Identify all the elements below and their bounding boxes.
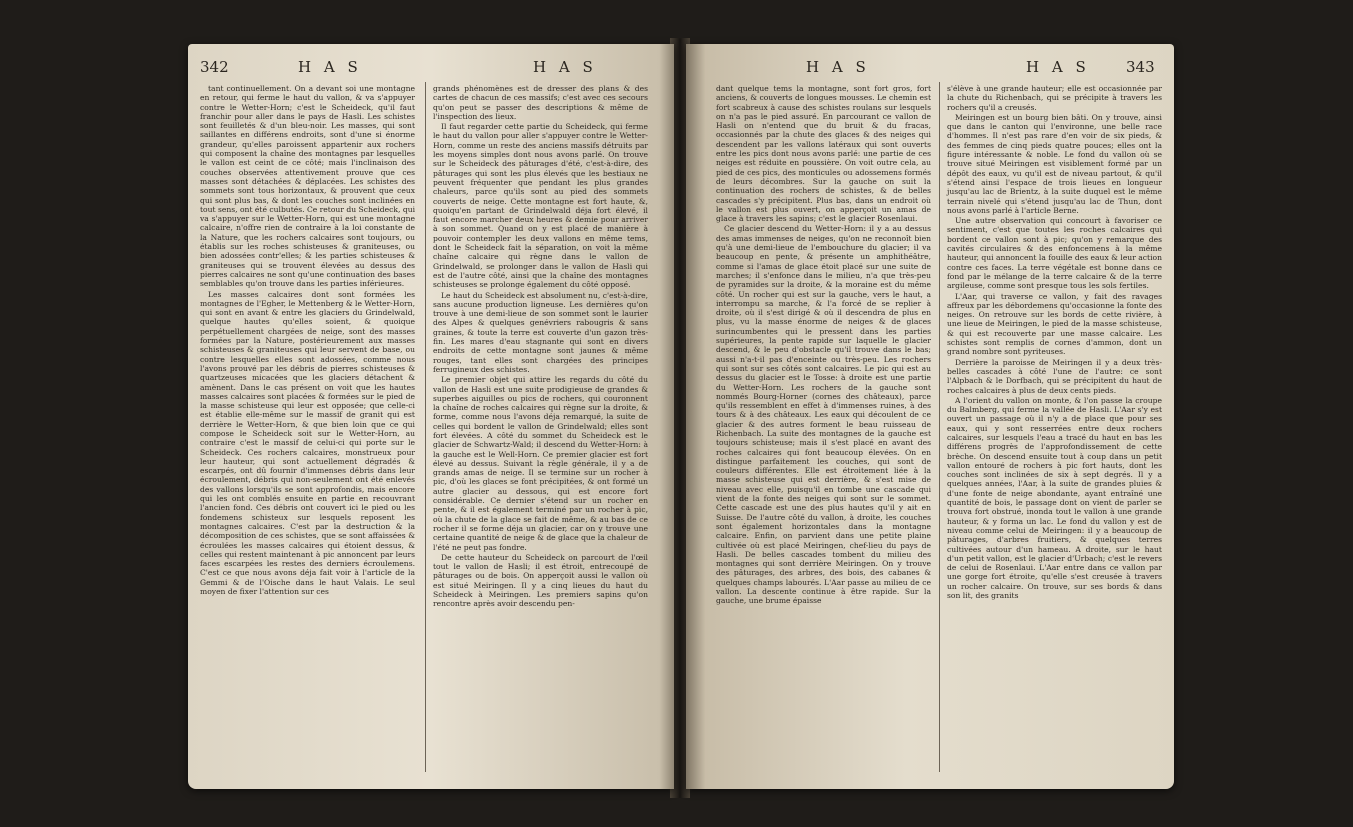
paragraph: grands phénomènes est de dresser des plans & des cartes de chacun de ces massifs; c'est avec ces secours qu'on peut se passer des descriptions & même de l'inspection des lieux. bbox=[433, 84, 648, 121]
right-running-head bbox=[686, 58, 1174, 80]
paragraph: Le premier objet qui attire les regards du côté du vallon de Hasli est une suite prodigieuse de grandes & superbes aiguilles ou pics de rochers, qui couronnent la chaîne de roches calcaires qui règne sur la droite, & forme, comme nous l'avons déja remarqué, la suite de celles qui bordent le vallon de Grindelwald; elles sont fort élevées. A côté du sommet du Scheideck est le glacier de Schwartz-Wald; il descend du Wetter-Horn: à la gauche est le Well-Horn. Ce premier glacier est fort élevé au dessus. Suivant la règle générale, il y a de grands amas de neige. Il se termine sur un rocher à pic, d'où les glaces se font précipitées, & ont formé un autre glacier au dessous, qui est encore fort considérable. Ce dernier s'étend sur un rocher en pente, & il est également terminé par un rocher à pic, où la chute de la glace se fait de même, & au bas de ce rocher il se forme déja un glacier, car on y trouve une certaine quantité de neige & de glace que la chaleur de l'été ne peut pas fondre. bbox=[433, 375, 648, 552]
paragraph: Ce glacier descend du Wetter-Horn: il y a au dessus des amas immenses de neiges, qu'on ne reconnoît bien qu'à une demi-lieue de l'embouchure du glacier; il va beaucoup en pente, & présente un amphithéâtre, comme si l'amas de glace étoit placé sur une suite de marches; il s'enfonce dans le milieu, n'a que très-peu de pyramides sur la droite, & la moraine est du même côté. Un rocher qui est sur la gauche, vers le haut, a interrompu sa marche, & l'a forcé de se replier à droite, où il s'est dirigé & où il descendra de plus en plus, vu la masse énorme de neiges & de glaces surincumbentes qui le pressent dans les parties supérieures, la pente rapide sur laquelle le glacier descend, & le peu d'obstacle qu'il trouve dans le bas; aussi n'a-t-il pas d'enceinte ou très-peu. Les rochers qui sont sur ses côtés sont calcaires. Le pic qui est au dessus du glacier est le Tosse: à droite est une partie du Wetter-Horn. Les rochers de la gauche sont nommés Bourg-Horner (cornes des châteaux), parce qu'ils ressemblent en effet à d'immenses ruines, à des tours & à des châteaux. Les eaux qui découlent de ce glacier & des autres forment le beau ruisseau de Richenbach. La suite des montagnes de la gauche est toujours schisteuse; mais il s'est placé en avant des roches calcaires qui font beaucoup élevées. On en distingue parfaitement les couches, qui sont de couleurs différentes. Elle est étroitement liée à la masse schisteuse qui est derrière, & s'est mise de niveau avec elle, puisqu'il en tombe une cascade qui vient de la fonte des neiges qui sont sur le sommet. Cette cascade est une des plus hautes qu'il y ait en Suisse. De l'autre côté du vallon, à droite, les couches sont également horizontales dans la montagne calcaire. Enfin, on parvient dans une petite plaine cultivée où est placé Meiringen, chef-lieu du pays de Hasli. De belles cascades tombent du milieu des montagnes qui sont derrière Meiringen. On y trouve des pâturages, des arbres, des bois, des cabanes & quelques champs labourés. L'Aar passe au milieu de ce vallon. La descente continue à être rapide. Sur la gauche, une brume épaisse bbox=[716, 224, 931, 606]
paragraph: Il faut regarder cette partie du Scheideck, qui ferme le haut du vallon pour aller s'appuyer contre le Wetter-Horn, comme un reste des anciens massifs détruits par les moyens simples dont nous avons parlé. On trouve sur le Scheideck des pâturages d'été, c'est-à-dire, des pâturages qui sont les plus élevés que les bestiaux ne peuvent fréquenter que pendant les plus grandes chaleurs, parce qu'ils sont au pied des sommets couverts de neige. Cette montagne est fort haute, &, quoiqu'en partant de Grindelwald déja fort élevé, il faut encore marcher deux heures & demie pour arriver à son sommet. Quand on y est placé de manière à pouvoir contempler les deux vallons en même tems, dont le Scheideck fait la séparation, on voit la même chaîne calcaire qui règne dans le vallon de Grindelwald, se prolonger dans le vallon de Hasli qui est de l'autre côté, ainsi que la chaîne des montagnes schisteuses se prolonge également du côté opposé. bbox=[433, 122, 648, 290]
paragraph: De cette hauteur du Scheideck on parcourt de l'œil tout le vallon de Hasli; il est étroit, entrecoupé de pâturages ou de bois. On apperçoit aussi le vallon où est situé Meiringen. Il y a cinq lieues du haut du Scheideck à Meiringen. Les premiers sapins qu'on rencontre après avoir descendu pen- bbox=[433, 552, 648, 609]
paragraph: L'Aar, qui traverse ce vallon, y fait des ravages affreux par les débordemens qu'occasionne la fonte des neiges. On retrouve sur les bords de cette rivière, à une lieue de Meiringen, le pied de la masse schisteuse, & qui est recouverte par une masse calcaire. Les schistes sont remplis de cornes d'ammon, dont un grand nombre sont pyriteuses. bbox=[947, 291, 1162, 357]
paragraph: Meiringen est un bourg bien bâti. On y trouve, ainsi que dans le canton qui l'environne, une belle race d'hommes. Il n'est pas rare d'en voir de six pieds, & des femmes de cinq pieds quatre pouces; elles ont la figure intéressante & noble. Le fond du vallon où se trouve situé Meiringen est visiblement formé par un dépôt des eaux, vu qu'il est de niveau partout, & qu'il s'étend ainsi l'espace de trois lieues en longueur jusqu'au lac de Brientz, à la suite duquel est le même terrain nivelé qui s'étend jusqu'au lac de Thun, dont nous avons parlé à l'article Berne. bbox=[947, 112, 1162, 215]
column-rule bbox=[425, 82, 426, 772]
left-column-1 bbox=[200, 84, 415, 597]
left-column-2 bbox=[433, 84, 648, 610]
right-head-right: H A S bbox=[1026, 58, 1090, 76]
paragraph: tant continuellement. On a devant soi une montagne en retour, qui ferme le haut du vallon, & va s'appuyer contre le Wetter-Horn; c'est le Scheideck, qu'il faut franchir pour aller dans le pays de Hasli. Les schistes sont feuilletés & d'un bleu-noir. Les masses, qui sont saillantes en différens endroits, sont d'une si énorme grandeur, qu'elles paroissent appartenir aux rochers qui composent la chaîne des montagnes par lesquelles le vallon est ceint de ce côté; mais l'inclinaison des couches observées attentivement prouve que ces masses sont détachées & déplacées. Les schistes des sommets sont tous horizontaux, & prouvent que ceux qui sont plus bas, & dont les couches sont inclinées en tout sens, ont été culbutés. Ce retour du Scheideck, qui va s'appuyer sur le Wetter-Horn, qui est une montagne calcaire, n'offre rien de contraire à la loi constante de la Nature, que les rochers calcaires sont toujours, ou établis sur les roches schisteuses & graniteuses, ou bien adossées contr'elles; & les parties schisteuses & graniteuses qui se trouvent élevées au dessus des pierres calcaires ne sont qu'une continuation des bases semblables qu'on trouve dans les parties inférieures. bbox=[200, 84, 416, 289]
right-column-2 bbox=[947, 84, 1162, 601]
paragraph: Une autre observation qui concourt à favoriser ce sentiment, c'est que toutes les roches calcaires qui bordent ce vallon sont à pic; qu'on y remarque des cavités circulaires & des enfoncemens à la même hauteur, qui annoncent la fouille des eaux & leur action contre ces faces. La terre végétale est bonne dans ce fond par le mélange de la terre calcaire & de la terre argileuse, comme sont presque tous les sols fertiles. bbox=[947, 216, 1162, 291]
paragraph: A l'orient du vallon on monte, & l'on passe la croupe du Balmberg, qui ferme la vallée de Hasli. L'Aar s'y est ouvert un passage où il n'y a de place que pour ses eaux, qui y sont resserrées entre deux rochers calcaires, sur lesquels l'eau a tracé du haut en bas les différens progrès de l'approfondissement de cette brèche. On descend ensuite tout à coup dans un petit vallon entouré de rochers à pic fort hauts, dont les couches sont inclinées de six à sept degrés. Il y a quelques années, l'Aar, à la suite de grandes pluies & d'une fonte de neige abondante, ayant entraîné une quantité de bois, le passage dont on vient de parler se trouva fort obstrué, inonda tout le vallon à une grande hauteur, & y forma un lac. Le fond du vallon y est de niveau comme celui de Meiringen: il y a beaucoup de pâturages, d'arbres fruitiers, & quelques terres cultivées autour d'un hameau. A droite, sur le haut d'un petit vallon, est le glacier d'Urbach; c'est le revers de celui de Rosenlaui. L'Aar entre dans ce vallon par une gorge fort étroite, qu'elle s'est creusée à travers un rocher calcaire. On trouve, sur ses bords & dans son lit, des granits bbox=[947, 395, 1162, 601]
left-page bbox=[188, 44, 674, 789]
right-column-1 bbox=[716, 84, 931, 607]
column-rule bbox=[939, 82, 940, 772]
right-page bbox=[686, 44, 1174, 789]
paragraph: Le haut du Scheideck est absolument nu, c'est-à-dire, sans aucune production ligneuse. Les dernières qu'on trouve à une demi-lieue de son sommet sont le laurier des Alpes & quelques genévriers rabougris & sans graines, & toute la terre est couverte d'un gazon très-fin. Les mares d'eau stagnante qui sont en divers endroits de cette montagne sont jaunes & même rouges, tant elles sont chargées des principes ferrugineux des schistes. bbox=[433, 290, 648, 374]
left-running-head bbox=[188, 58, 674, 80]
paragraph: s'élève à une grande hauteur; elle est occasionnée par la chute du Richenbach, qui se précipite à travers les rochers qu'il a creusés. bbox=[947, 84, 1162, 112]
right-page-number: 343 bbox=[1126, 58, 1155, 76]
book-spread bbox=[150, 8, 1210, 820]
paragraph: dant quelque tems la montagne, sont fort gros, fort anciens, & couverts de longues mousses. Le chemin est fort scabreux à cause des schistes roulans sur lesquels on n'a pas le pied assuré. En parcourant ce vallon de Hasli on n'entend que du bruit & du fracas, occasionnés par la chute des glaces & des neiges qui descendent par les vallons latéraux qui sont ouverts entre les pics dont nous avons parlé: une partie de ces neiges est réduite en poussière. On voit outre cela, au pied de ces pics, des monticules ou adossemens formés de leurs décombres. Sur la gauche on suit la continuation des rochers de schistes, & de belles cascades s'y précipitent. Plus bas, dans un endroit où le vallon est plus ouvert, on apperçoit un amas de glace à travers les sapins; c'est le glacier Rosenlaui. bbox=[716, 84, 931, 224]
paragraph: Derrière la paroisse de Meiringen il y a deux très-belles cascades à côté l'une de l'autre: ce sont l'Alpbach & le Dorfbach, qui se précipitent du haut de roches calcaires à plus de deux cents pieds. bbox=[947, 357, 1162, 395]
paragraph: Les masses calcaires dont sont formées les montagnes de l'Egher, le Mettenberg & le Wetter-Horn, qui sont en avant & entre les glaciers du Grindelwald, quelque hautes qu'elles soient, & quoique perpétuellement chargées de neige, sont des masses formées par la Nature, postérieurement aux masses schisteuses & graniteuses qui leur servent de base, ou contre lesquelles elles sont adossées, comme nous l'avons prouvé par les débris de pierres schisteuses & quartzeuses micacées que les glaciers détachent & amènent. Dans le cas présent on voit que les hautes masses calcaires sont placées & formées sur le pied de la masse schisteuse qui leur est opposée; que celle-ci est établie elle-même sur le massif de granit qui est derrière le Wetter-Horn, & que bien loin que ce qui compose le Scheideck soit sur le Wetter-Horn, au contraire c'est le massif de celui-ci qui porte sur le Scheideck. Ces rochers calcaires, monstrueux pour leur hauteur, qui sont actuellement dégradés & escarpés, ont dû fournir d'immenses débris dans leur écroulement, débris qui non-seulement ont été enlevés des vallons lorsqu'ils se sont approfondis, mais encore qui les ont comblés ensuite en partie en recouvrant l'ancien fond. Ces débris ont couvert ici le pied ou les fondemens schisteux sur lesquels reposent les montagnes calcaires. C'est par la destruction & la décomposition de ces schistes, que se sont affaissées & écroulées les masses calcaires qui étoient dessus, & celles qui restent maintenant à pic annoncent par leurs faces escarpées les restes des derniers écroulemens. C'est ce que nous avons déja fait voir à l'article de la Gemmi & de l'Oische dans le haut Valais. Le seul moyen de fixer l'attention sur ces bbox=[200, 289, 415, 597]
left-head-right: H A S bbox=[533, 58, 597, 76]
left-head-left: H A S bbox=[298, 58, 362, 76]
right-head-left: H A S bbox=[806, 58, 870, 76]
left-page-number: 342 bbox=[200, 58, 229, 76]
